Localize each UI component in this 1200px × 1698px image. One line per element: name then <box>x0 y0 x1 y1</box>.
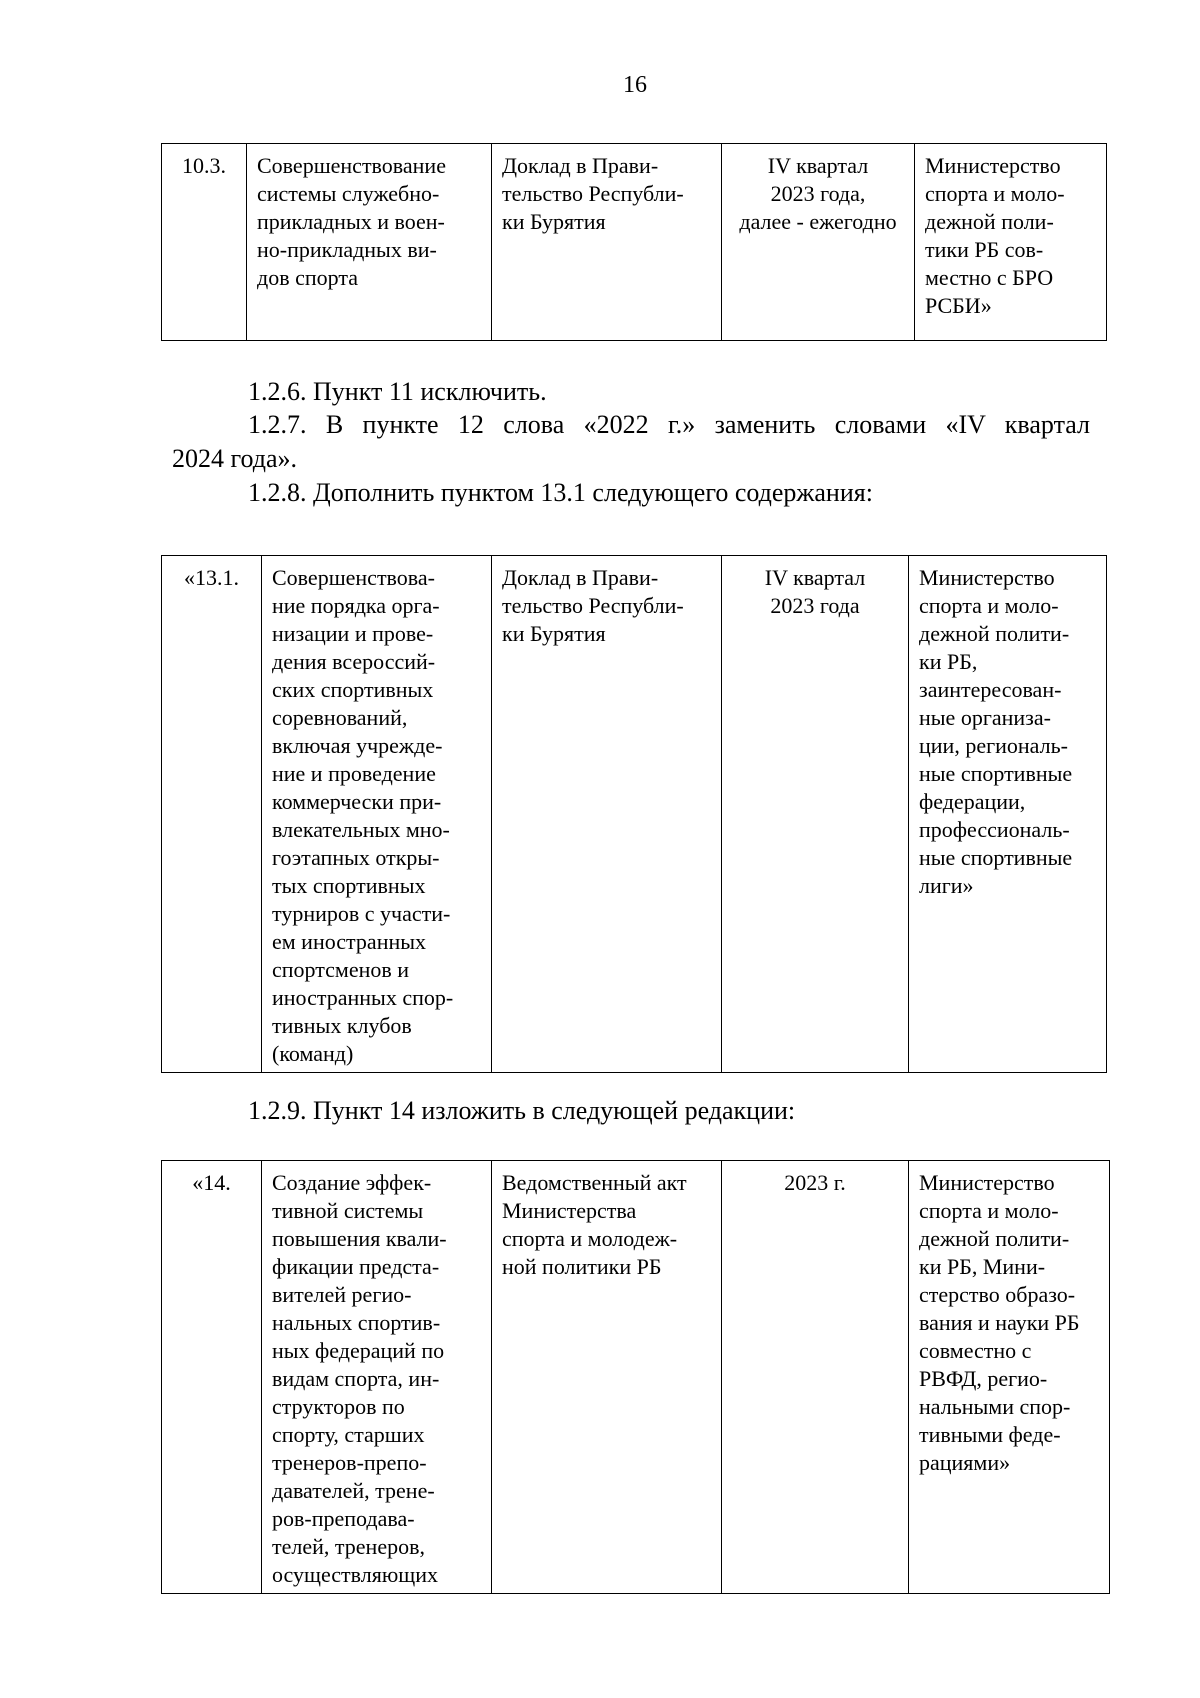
paragraph-1-2-9: 1.2.9. Пункт 14 изложить в следующей редакции: <box>248 1096 796 1125</box>
cell-text-line: Создание эффек- <box>272 1170 432 1195</box>
paragraph-1-2-6: 1.2.6. Пункт 11 исключить. <box>248 377 547 406</box>
cell-text-line: профессиональ- <box>919 817 1070 842</box>
cell-text-line: заинтересован- <box>919 677 1062 702</box>
cell-text-line: Доклад в Прави- <box>502 565 659 590</box>
paragraph-1-2-8: 1.2.8. Дополнить пунктом 13.1 следующего содержания: <box>248 478 873 507</box>
cell-text-line: 2023 года <box>770 593 860 618</box>
cell-text-line: IV квартал <box>764 565 866 590</box>
cell-text-line: спорту, старших <box>272 1422 425 1447</box>
cell-text-line: рациями» <box>919 1450 1011 1475</box>
cell-text-line: спорта и моло- <box>919 593 1059 618</box>
responsible-cell <box>909 556 1107 1073</box>
cell-text-line: турниров с участи- <box>272 901 451 926</box>
cell-text-line: дов спорта <box>257 265 358 290</box>
cell-text-line: дежной полити- <box>919 621 1070 646</box>
cell-text-line: ной политики РБ <box>502 1254 662 1279</box>
cell-text-line: федерации, <box>919 789 1026 814</box>
table-item-13-1 <box>161 555 1107 1073</box>
deadline-cell <box>722 144 915 341</box>
cell-text-line: Ведомственный акт <box>502 1170 687 1195</box>
cell-text-line: тельство Республи- <box>502 181 684 206</box>
paragraph-1-2-7-line1: 1.2.7. В пункте 12 слова «2022 г.» заменить словами «IV квартал <box>248 410 1090 439</box>
cell-text-line: иностранных спор- <box>272 985 454 1010</box>
document-type-cell <box>492 1161 722 1594</box>
table-item-10-3 <box>161 143 1107 341</box>
cell-text-line: ки РБ, Мини- <box>919 1254 1046 1279</box>
cell-text-line: тых спортивных <box>272 873 426 898</box>
cell-text-line: давателей, трене- <box>272 1478 435 1503</box>
cell-text-line: лиги» <box>919 873 974 898</box>
cell-text-line: Министерство <box>919 565 1055 590</box>
cell-text-line: тренеров-препо- <box>272 1450 427 1475</box>
cell-text-line: системы служебно- <box>257 181 440 206</box>
deadline-cell <box>722 556 909 1073</box>
table-row <box>162 1161 1110 1594</box>
responsible-cell <box>909 1161 1110 1594</box>
cell-text-line: IV квартал <box>767 153 869 178</box>
paragraph-1-2-7 <box>172 408 1090 476</box>
table-row <box>162 556 1107 1073</box>
cell-text-line: ки Бурятия <box>502 209 606 234</box>
cell-text-line: далее - ежегодно <box>739 209 897 234</box>
cell-text-line: дежной поли- <box>925 209 1054 234</box>
cell-text-line: дения всероссий- <box>272 649 436 674</box>
cell-text-line: совместно с <box>919 1338 1032 1363</box>
cell-text-line: гоэтапных откры- <box>272 845 440 870</box>
cell-text-line: телей, тренеров, <box>272 1534 425 1559</box>
cell-text-line: ции, региональ- <box>919 733 1068 758</box>
cell-text-line: вителей регио- <box>272 1282 412 1307</box>
cell-text-line: низации и прове- <box>272 621 434 646</box>
cell-text-line: тивных клубов <box>272 1013 412 1038</box>
cell-text-line: тивными феде- <box>919 1422 1061 1447</box>
document-type-cell <box>492 556 722 1073</box>
table-item-14 <box>161 1160 1110 1594</box>
cell-text-line: (команд) <box>272 1041 354 1066</box>
cell-text-line: спортсменов и <box>272 957 410 982</box>
cell-text-line: влекательных мно- <box>272 817 450 842</box>
cell-text-line: видам спорта, ин- <box>272 1366 440 1391</box>
cell-text-line: 2023 г. <box>784 1170 846 1195</box>
cell-text-line: спорта и моло- <box>919 1198 1059 1223</box>
cell-text-line: соревнований, <box>272 705 408 730</box>
cell-text-line: местно с БРО <box>925 265 1054 290</box>
item-number: «14. <box>192 1170 231 1195</box>
cell-text-line: нальных спортив- <box>272 1310 441 1335</box>
cell-text-line: Министерство <box>919 1170 1055 1195</box>
item-number: «13.1. <box>184 565 239 590</box>
measure-name-cell <box>247 144 492 341</box>
measure-name-cell <box>262 1161 492 1594</box>
item-number-cell <box>162 144 247 341</box>
cell-text-line: коммерчески при- <box>272 789 442 814</box>
cell-text-line: тельство Республи- <box>502 593 684 618</box>
cell-text-line: Доклад в Прави- <box>502 153 659 178</box>
cell-text-line: структоров по <box>272 1394 405 1419</box>
cell-text-line: ные спортивные <box>919 845 1073 870</box>
cell-text-line: Министерства <box>502 1198 637 1223</box>
cell-text-line: осуществляющих <box>272 1562 438 1587</box>
cell-text-line: ных федераций по <box>272 1338 445 1363</box>
measure-name-cell <box>262 556 492 1073</box>
cell-text-line: РСБИ» <box>925 293 992 318</box>
cell-text-line: нальными спор- <box>919 1394 1071 1419</box>
cell-text-line: ние и проведение <box>272 761 436 786</box>
cell-text-line: ки РБ, <box>919 649 978 674</box>
document-type-cell <box>492 144 722 341</box>
cell-text-line: ки Бурятия <box>502 621 606 646</box>
cell-text-line: ные организа- <box>919 705 1051 730</box>
cell-text-line: вания и науки РБ <box>919 1310 1080 1335</box>
cell-text-line: стерство образо- <box>919 1282 1076 1307</box>
cell-text-line: ние порядка орга- <box>272 593 440 618</box>
cell-text-line: спорта и молодеж- <box>502 1226 678 1251</box>
page-number: 16 <box>623 72 647 98</box>
responsible-cell <box>915 144 1107 341</box>
cell-text-line: РВФД, регио- <box>919 1366 1048 1391</box>
item-number-cell <box>162 556 262 1073</box>
cell-text-line: повышения квали- <box>272 1226 447 1251</box>
item-number-cell <box>162 1161 262 1594</box>
deadline-cell <box>722 1161 909 1594</box>
cell-text-line: ем иностранных <box>272 929 427 954</box>
cell-text-line: включая учрежде- <box>272 733 443 758</box>
cell-text-line: тивной системы <box>272 1198 424 1223</box>
cell-text-line: 2023 года, <box>770 181 866 206</box>
cell-text-line: Совершенствование <box>257 153 446 178</box>
cell-text-line: ные спортивные <box>919 761 1073 786</box>
item-number: 10.3. <box>182 153 226 178</box>
cell-text-line: дежной полити- <box>919 1226 1070 1251</box>
cell-text-line: ров-преподава- <box>272 1506 415 1531</box>
cell-text-line: прикладных и воен- <box>257 209 445 234</box>
cell-text-line: спорта и моло- <box>925 181 1065 206</box>
cell-text-line: фикации предста- <box>272 1254 440 1279</box>
cell-text-line: Министерство <box>925 153 1061 178</box>
cell-text-line: но-прикладных ви- <box>257 237 437 262</box>
paragraph-1-2-7-line2: 2024 года». <box>172 444 298 473</box>
cell-text-line: ских спортивных <box>272 677 434 702</box>
cell-text-line: Совершенствова- <box>272 565 435 590</box>
cell-text-line: тики РБ сов- <box>925 237 1044 262</box>
table-row <box>162 144 1107 341</box>
